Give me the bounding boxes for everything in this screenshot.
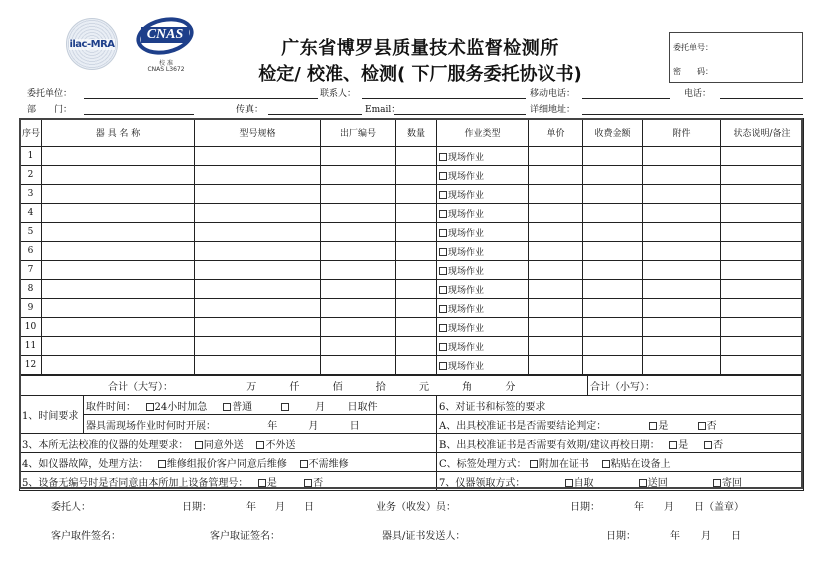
ilac-logo-text: ilac-MRA <box>69 38 115 50</box>
onsite-time-label: 器具需现场作业时何时开展： <box>86 420 216 432</box>
instrument-name-cell[interactable] <box>42 185 195 204</box>
work-type-cell[interactable] <box>437 223 529 242</box>
staff-date-year: 年 <box>634 502 644 513</box>
work-type-cell[interactable] <box>437 299 529 318</box>
table-row <box>20 147 804 166</box>
quantity-cell[interactable] <box>396 299 437 318</box>
cnas-accreditation-number: CNAS L3672 <box>147 66 185 73</box>
row-seq: 1 <box>20 147 42 166</box>
onsite-day-label: 日 <box>349 420 360 432</box>
unit-price-cell[interactable] <box>529 337 583 356</box>
onsite-work-label: 现场作业 <box>448 342 485 353</box>
item5-cell <box>20 472 437 491</box>
urgent-option-label: 24小时加急 <box>154 401 208 413</box>
item6c-cell <box>437 453 804 472</box>
unit-price-cell[interactable] <box>529 185 583 204</box>
remarks-cell[interactable] <box>721 337 804 356</box>
item6b-no-label: 否 <box>713 439 724 451</box>
checkbox-3-no-outsource[interactable] <box>256 441 264 449</box>
staff-date-month: 月 <box>664 502 674 513</box>
serial-cell[interactable] <box>321 280 396 299</box>
unit-price-cell[interactable] <box>529 261 583 280</box>
staff-date-label: 日期： <box>570 502 600 513</box>
client-sign-label: 委托人： <box>51 502 91 513</box>
quantity-cell[interactable] <box>396 166 437 185</box>
row-seq: 2 <box>20 166 42 185</box>
fax-field[interactable] <box>268 114 362 115</box>
serial-cell[interactable] <box>321 299 396 318</box>
staff-sign-label: 业务（收发）员： <box>376 502 456 513</box>
fee-cell[interactable] <box>583 356 643 375</box>
client-unit-field[interactable] <box>84 98 318 99</box>
item7-cell <box>437 472 804 491</box>
serial-cell[interactable] <box>321 166 396 185</box>
col-header-quantity: 数量 <box>396 119 437 147</box>
table-header-row <box>20 119 804 147</box>
remarks-cell[interactable] <box>721 280 804 299</box>
instrument-name-cell[interactable] <box>42 147 195 166</box>
checkbox-icon[interactable] <box>439 324 447 332</box>
quantity-cell[interactable] <box>396 318 437 337</box>
model-cell[interactable] <box>195 261 321 280</box>
item6a-yes-label: 是 <box>658 420 669 432</box>
checkbox-icon[interactable] <box>439 248 447 256</box>
checkbox-icon[interactable] <box>439 229 447 237</box>
item7-label: 7、仪器领取方式： <box>439 477 526 489</box>
checkbox-icon[interactable] <box>439 210 447 218</box>
quantity-cell[interactable] <box>396 223 437 242</box>
work-type-cell[interactable] <box>437 356 529 375</box>
serial-cell[interactable] <box>321 242 396 261</box>
remarks-cell[interactable] <box>721 185 804 204</box>
sender-date-month: 月 <box>701 531 711 542</box>
accessories-cell[interactable] <box>643 318 721 337</box>
onsite-work-label: 现场作业 <box>448 304 485 315</box>
onsite-work-label: 现场作业 <box>448 361 485 372</box>
onsite-work-label: 现场作业 <box>448 247 485 258</box>
item6b-label: B、出具校准证书是否需要有效期/建议再校日期： <box>439 439 660 451</box>
checkbox-6b-yes[interactable] <box>669 441 677 449</box>
serial-cell[interactable] <box>321 147 396 166</box>
unit-wan: 万 <box>246 382 257 393</box>
table-row <box>20 166 804 185</box>
normal-option-label: 普通 <box>232 401 253 413</box>
serial-cell[interactable] <box>321 261 396 280</box>
fee-cell[interactable] <box>583 261 643 280</box>
item5-no-label: 否 <box>313 477 324 489</box>
work-type-cell[interactable] <box>437 147 529 166</box>
item6b-cell <box>437 434 804 453</box>
accessories-cell[interactable] <box>643 242 721 261</box>
table-row <box>20 280 804 299</box>
row-seq: 3 <box>20 185 42 204</box>
col-header-serial: 出厂编号 <box>321 119 396 147</box>
onsite-work-label: 现场作业 <box>448 171 485 182</box>
checkbox-icon[interactable] <box>439 362 447 370</box>
item3-label: 3、本所无法校准的仪器的处理要求： <box>22 439 189 451</box>
quantity-cell[interactable] <box>396 337 437 356</box>
order-number-box <box>669 32 803 83</box>
fee-cell[interactable] <box>583 299 643 318</box>
sender-date-year: 年 <box>670 531 680 542</box>
onsite-time-cell <box>84 415 437 434</box>
quantity-cell[interactable] <box>396 204 437 223</box>
onsite-work-label: 现场作业 <box>448 285 485 296</box>
order-number-label: 委托单号： <box>673 43 713 52</box>
remarks-cell[interactable] <box>721 204 804 223</box>
col-header-model: 型号规格 <box>195 119 321 147</box>
accessories-cell[interactable] <box>643 337 721 356</box>
fee-cell[interactable] <box>583 223 643 242</box>
pickup-time-label: 取件时间： <box>86 401 136 413</box>
col-header-remarks: 状态说明/备注 <box>721 119 804 147</box>
model-cell[interactable] <box>195 242 321 261</box>
requirement-row <box>20 434 804 453</box>
row-seq: 4 <box>20 204 42 223</box>
quantity-cell[interactable] <box>396 185 437 204</box>
work-type-cell[interactable] <box>437 185 529 204</box>
model-cell[interactable] <box>195 356 321 375</box>
checkbox-urgent[interactable] <box>146 403 154 411</box>
accessories-cell[interactable] <box>643 185 721 204</box>
checkbox-icon[interactable] <box>439 343 447 351</box>
contact-field[interactable] <box>362 98 526 99</box>
remarks-cell[interactable] <box>721 242 804 261</box>
contact-label: 联系人： <box>320 89 357 99</box>
checkbox-icon[interactable] <box>439 286 447 294</box>
checkbox-6c-stick[interactable] <box>602 460 610 468</box>
work-type-cell[interactable] <box>437 280 529 299</box>
item6-label: 6、对证书和标签的要求 <box>437 396 804 415</box>
fee-cell[interactable] <box>583 166 643 185</box>
checkbox-7-self[interactable] <box>565 479 573 487</box>
client-date-month: 月 <box>275 502 285 513</box>
checkbox-icon[interactable] <box>439 191 447 199</box>
serial-cell[interactable] <box>321 185 396 204</box>
item6c-attach-label: 附加在证书 <box>538 458 589 470</box>
unit-price-cell[interactable] <box>529 280 583 299</box>
checkbox-6c-attach[interactable] <box>530 460 538 468</box>
item3-outsource-label: 同意外送 <box>203 439 244 451</box>
unit-price-cell[interactable] <box>529 166 583 185</box>
work-type-cell[interactable] <box>437 242 529 261</box>
fee-cell[interactable] <box>583 185 643 204</box>
fee-cell[interactable] <box>583 280 643 299</box>
table-row <box>20 261 804 280</box>
checkbox-7-mail[interactable] <box>713 479 721 487</box>
quantity-cell[interactable] <box>396 356 437 375</box>
email-label: Email： <box>365 105 401 115</box>
checkbox-icon[interactable] <box>439 172 447 180</box>
checkbox-5-yes[interactable] <box>258 479 266 487</box>
instrument-name-cell[interactable] <box>42 242 195 261</box>
totals-table <box>19 375 804 396</box>
accessories-cell[interactable] <box>643 223 721 242</box>
work-type-cell[interactable] <box>437 337 529 356</box>
accessories-cell[interactable] <box>643 356 721 375</box>
sender-label: 器具/证书发送人： <box>382 531 466 542</box>
accessories-cell[interactable] <box>643 166 721 185</box>
checkbox-icon[interactable] <box>439 267 447 275</box>
form-title: 检定/ 校准、检测( 下厂服务委托协议书) <box>258 64 582 85</box>
item5-label: 5、设备无编号时是否同意由本所加上设备管理号： <box>22 477 249 489</box>
model-cell[interactable] <box>195 299 321 318</box>
instrument-name-cell[interactable] <box>42 166 195 185</box>
item4-no-repair-label: 不需维修 <box>308 458 349 470</box>
phone-field[interactable] <box>720 98 803 99</box>
mobile-label: 移动电话： <box>530 89 576 99</box>
quantity-cell[interactable] <box>396 147 437 166</box>
staff-date-day-seal: 日（盖章） <box>694 502 744 513</box>
password-label: 密 码： <box>673 67 713 76</box>
checkbox-3-outsource[interactable] <box>195 441 203 449</box>
row-seq: 5 <box>20 223 42 242</box>
model-cell[interactable] <box>195 147 321 166</box>
serial-cell[interactable] <box>321 223 396 242</box>
instrument-name-cell[interactable] <box>42 204 195 223</box>
item5-yes-label: 是 <box>266 477 277 489</box>
col-header-instrument-name: 器 具 名 称 <box>42 119 195 147</box>
item3-no-outsource-label: 不外送 <box>265 439 296 451</box>
work-type-cell[interactable] <box>437 261 529 280</box>
quantity-cell[interactable] <box>396 261 437 280</box>
institution-title: 广东省博罗县质量技术监督检测所 <box>281 38 559 59</box>
row-seq: 11 <box>20 337 42 356</box>
instrument-name-cell[interactable] <box>42 280 195 299</box>
checkbox-icon[interactable] <box>439 153 447 161</box>
item6a-label: A、出具校准证书是否需要结论判定： <box>439 420 607 432</box>
model-cell[interactable] <box>195 223 321 242</box>
pickup-time-cell <box>84 396 437 415</box>
col-header-fee: 收费金额 <box>583 119 643 147</box>
time-requirement-label: 1、时间要求 <box>20 396 84 434</box>
fee-cell[interactable] <box>583 318 643 337</box>
total-lowercase-label: 合计（小写）： <box>590 382 655 393</box>
instrument-name-cell[interactable] <box>42 337 195 356</box>
requirement-row <box>20 453 804 472</box>
work-type-cell[interactable] <box>437 166 529 185</box>
pickup-sign-label: 客户取件签名： <box>51 531 121 542</box>
remarks-cell[interactable] <box>721 147 804 166</box>
item4-label: 4、如仪器故障，处理方法： <box>22 458 149 470</box>
col-header-seq: 序号 <box>20 119 42 147</box>
unit-price-cell[interactable] <box>529 299 583 318</box>
unit-price-cell[interactable] <box>529 223 583 242</box>
remarks-cell[interactable] <box>721 356 804 375</box>
checkbox-4-repair[interactable] <box>158 460 166 468</box>
col-header-unit-price: 单价 <box>529 119 583 147</box>
item7-mail-label: 寄回 <box>721 477 742 489</box>
serial-cell[interactable] <box>321 337 396 356</box>
cnas-logo-text: CNAS <box>141 27 189 43</box>
client-date-label: 日期： <box>182 502 212 513</box>
unit-yuan: 元 <box>418 382 429 393</box>
unit-jiao: 角 <box>462 382 473 393</box>
model-cell[interactable] <box>195 185 321 204</box>
department-label: 部 门： <box>27 105 73 115</box>
table-row <box>20 223 804 242</box>
instrument-name-cell[interactable] <box>42 261 195 280</box>
checkbox-date-pickup[interactable] <box>281 403 289 411</box>
model-cell[interactable] <box>195 280 321 299</box>
item6c-stick-label: 粘贴在设备上 <box>610 458 671 470</box>
quantity-cell[interactable] <box>396 280 437 299</box>
requirements-table <box>19 395 804 491</box>
mobile-field[interactable] <box>582 98 670 99</box>
row-seq: 7 <box>20 261 42 280</box>
item3-cell <box>20 434 437 453</box>
checkbox-6b-no[interactable] <box>704 441 712 449</box>
fee-cell[interactable] <box>583 204 643 223</box>
table-row <box>20 318 804 337</box>
client-date-day: 日 <box>304 502 314 513</box>
remarks-cell[interactable] <box>721 166 804 185</box>
item7-self-label: 自取 <box>573 477 594 489</box>
unit-price-cell[interactable] <box>529 204 583 223</box>
row-seq: 10 <box>20 318 42 337</box>
work-type-cell[interactable] <box>437 204 529 223</box>
items-table <box>19 118 804 375</box>
row-seq: 8 <box>20 280 42 299</box>
item6a-no-label: 否 <box>706 420 717 432</box>
row-seq: 6 <box>20 242 42 261</box>
requirement-row <box>20 472 804 491</box>
total-uppercase-label: 合计（大写）： <box>108 382 173 393</box>
serial-cell[interactable] <box>321 318 396 337</box>
fee-cell[interactable] <box>583 147 643 166</box>
cnas-logo <box>136 18 196 78</box>
checkbox-icon[interactable] <box>439 305 447 313</box>
ilac-mra-logo <box>66 18 118 70</box>
instrument-name-cell[interactable] <box>42 356 195 375</box>
item4-repair-label: 维修组报价客户同意后维修 <box>166 458 287 470</box>
client-unit-label: 委托单位： <box>27 89 73 99</box>
checkbox-7-return[interactable] <box>639 479 647 487</box>
checkbox-6a-yes[interactable] <box>649 422 657 430</box>
unit-price-cell[interactable] <box>529 318 583 337</box>
instrument-name-cell[interactable] <box>42 318 195 337</box>
pickup-month-label: 月 <box>315 401 326 413</box>
accessories-cell[interactable] <box>643 204 721 223</box>
quantity-cell[interactable] <box>396 242 437 261</box>
col-header-work-type: 作业类型 <box>437 119 529 147</box>
fee-cell[interactable] <box>583 242 643 261</box>
instrument-name-cell[interactable] <box>42 299 195 318</box>
unit-price-cell[interactable] <box>529 242 583 261</box>
model-cell[interactable] <box>195 337 321 356</box>
item7-return-label: 送回 <box>647 477 668 489</box>
fax-label: 传真： <box>236 105 264 115</box>
table-row <box>20 204 804 223</box>
address-label: 详细地址： <box>530 105 576 115</box>
item4-cell <box>20 453 437 472</box>
remarks-cell[interactable] <box>721 223 804 242</box>
serial-cell[interactable] <box>321 356 396 375</box>
item6a-cell <box>437 415 804 434</box>
table-row <box>20 299 804 318</box>
remarks-cell[interactable] <box>721 299 804 318</box>
requirement-row <box>20 415 804 434</box>
phone-label: 电话： <box>684 89 712 99</box>
onsite-work-label: 现场作业 <box>448 152 485 163</box>
table-row <box>20 337 804 356</box>
unit-qian: 仟 <box>289 382 300 393</box>
checkbox-5-no[interactable] <box>304 479 312 487</box>
instrument-name-cell[interactable] <box>42 223 195 242</box>
cert-sign-label: 客户取证签名： <box>210 531 280 542</box>
remarks-cell[interactable] <box>721 261 804 280</box>
model-cell[interactable] <box>195 204 321 223</box>
model-cell[interactable] <box>195 318 321 337</box>
unit-shi: 拾 <box>375 382 386 393</box>
accessories-cell[interactable] <box>643 147 721 166</box>
total-lowercase-cell[interactable] <box>588 376 804 396</box>
department-field[interactable] <box>84 114 194 115</box>
onsite-work-label: 现场作业 <box>448 323 485 334</box>
onsite-work-label: 现场作业 <box>448 190 485 201</box>
table-row <box>20 356 804 375</box>
checkbox-4-no-repair[interactable] <box>300 460 308 468</box>
requirement-row <box>20 396 804 415</box>
checkbox-6a-no[interactable] <box>698 422 706 430</box>
unit-fen: 分 <box>505 382 516 393</box>
item6c-label: C、标签处理方式： <box>439 458 527 470</box>
table-row <box>20 242 804 261</box>
unit-bai: 佰 <box>332 382 343 393</box>
total-uppercase-cell[interactable] <box>20 376 588 396</box>
email-field[interactable] <box>394 114 526 115</box>
onsite-work-label: 现场作业 <box>448 266 485 277</box>
accessories-cell[interactable] <box>643 299 721 318</box>
client-date-year: 年 <box>246 502 256 513</box>
row-seq: 12 <box>20 356 42 375</box>
sender-date-label: 日期： <box>606 531 636 542</box>
work-type-cell[interactable] <box>437 318 529 337</box>
fee-cell[interactable] <box>583 337 643 356</box>
onsite-year-label: 年 <box>267 420 278 432</box>
checkbox-normal[interactable] <box>223 403 231 411</box>
unit-price-cell[interactable] <box>529 356 583 375</box>
remarks-cell[interactable] <box>721 318 804 337</box>
accessories-cell[interactable] <box>643 261 721 280</box>
pickup-day-label: 日取件 <box>347 401 378 413</box>
col-header-accessories: 附件 <box>643 119 721 147</box>
sender-date-day: 日 <box>731 531 741 542</box>
row-seq: 9 <box>20 299 42 318</box>
onsite-month-label: 月 <box>308 420 319 432</box>
unit-price-cell[interactable] <box>529 147 583 166</box>
totals-row <box>20 376 804 396</box>
table-row <box>20 185 804 204</box>
onsite-work-label: 现场作业 <box>448 228 485 239</box>
onsite-work-label: 现场作业 <box>448 209 485 220</box>
serial-cell[interactable] <box>321 204 396 223</box>
address-field[interactable] <box>582 114 803 115</box>
item6b-yes-label: 是 <box>678 439 689 451</box>
cnas-sub-label: 校 准 <box>159 60 173 67</box>
model-cell[interactable] <box>195 166 321 185</box>
accessories-cell[interactable] <box>643 280 721 299</box>
